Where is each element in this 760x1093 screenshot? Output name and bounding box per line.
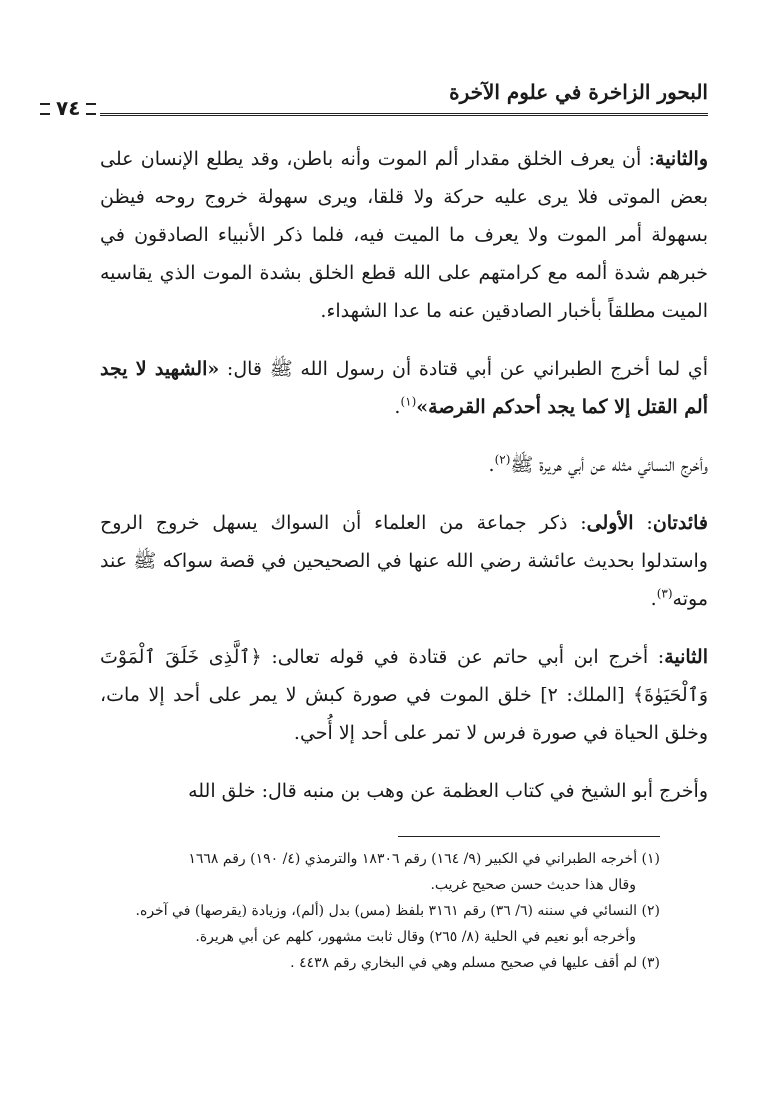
- hadith-quote: «الشهيد لا يجد ألم القتل إلا كما يجد أحدكم القرصة»: [100, 358, 708, 418]
- paragraph-text: : ذكر جماعة من العلماء أن السواك يسهل خروج الروح واستدلوا بحديث عائشة رضي الله عنها في الصحيحين في قصة سواكه ﷺ عند موته: [100, 512, 708, 610]
- paragraph-abu-shaykh: [100, 772, 708, 810]
- paragraph-text: وأخرج النسائي مثله عن أبي هريرة: [533, 454, 708, 476]
- paragraph-text: : أخرج ابن أبي حاتم عن قتادة في قوله تعالى: ﴿ٱلَّذِى خَلَقَ ٱلْمَوْتَ وَٱلْحَيَوٰةَ﴾ [الملك: ٢] خلق الموت في صورة كبش لا يمر على أحد إلا مات، وخلق الحياة في صورة فرس لا تمر على أحد إلا أُحي.: [100, 646, 708, 744]
- paragraph-text: أي لما أخرج الطبراني عن أبي قتادة أن رسول الله ﷺ قال:: [219, 358, 708, 380]
- period: .: [488, 454, 495, 476]
- paragraph-second-benefit: [100, 638, 708, 752]
- footnote-2: (٢) النسائي في سننه (٦/ ٣٦) رقم ٣١٦١ بلفظ (مس) بدل (ألم)، وزيادة (يقرصها) في آخره.: [135, 903, 660, 919]
- page-number: ٧٤: [50, 96, 86, 120]
- footnote-1: (١) أخرجه الطبراني في الكبير (٩/ ١٦٤) رقم ١٨٣٠٦ والترمذي (٤/ ١٩٠) رقم ١٦٦٨: [188, 851, 660, 867]
- book-title: البحور الزاخرة في علوم الآخرة: [449, 80, 708, 104]
- paragraph-label: الثانية: [664, 646, 708, 668]
- main-text: [100, 140, 708, 810]
- period: .: [650, 588, 657, 610]
- honorific-glyph: ﷺ: [510, 454, 534, 476]
- paragraph-label: والثانية: [655, 148, 708, 170]
- footnote-2-continued: وأخرجه أبو نعيم في الحلية (٨/ ٢٦٥) وقال ثابت مشهور، كلهم عن أبي هريرة.: [195, 929, 636, 945]
- paragraph-text: : أن يعرف الخلق مقدار ألم الموت وأنه باطن، وقد يطلع الإنسان على بعض الموتى فلا يرى عليه حركة ولا قلقا، ويرى سهولة خروج روحه فيظن بسهولة أمر الموت ولا يعرف ما الميت فيه، فلما ذكر الأنبياء الصادقون في خبرهم شدة ألمه مع كرامتهم على الله قطع الخلق بشدة الموت الذي يقاسيه الميت مطلقاً بأخبار الصادقين عنه ما عدا الشهداء.: [100, 148, 708, 322]
- header-divider: [100, 113, 708, 116]
- footnote-divider: [398, 836, 660, 837]
- paragraph-two-benefits: فائدتان: الأولى: ذكر جماعة من العلماء أن السواك يسهل خروج الروح واستدلوا بحديث عائشة رضي الله عنها في الصحيحين في قصة سواكه ﷺ عند موته$^{(٣)}$.: [100, 512, 708, 610]
- paragraph-text: وأخرج أبو الشيخ في كتاب العظمة عن وهب بن منبه قال: خلق الله: [188, 780, 708, 802]
- footnote-3: (٣) لم أقف عليها في صحيح مسلم وهي في البخاري رقم ٤٤٣٨ .: [290, 955, 660, 971]
- paragraph-label: فائدتان: [652, 512, 708, 534]
- paragraph-second-reason: [100, 140, 708, 330]
- paragraph-tabarani: [100, 350, 708, 426]
- period: .: [394, 396, 401, 418]
- footnotes: [100, 848, 660, 978]
- footnote-ref-1: (١): [400, 394, 417, 409]
- footnote-1-continued: وقال هذا حديث حسن صحيح غريب.: [430, 877, 636, 893]
- footnote-ref-2: (٢): [494, 452, 511, 467]
- paragraph-sublabel: الأولى: [586, 512, 634, 534]
- paragraph-nasai: [100, 446, 708, 484]
- footnote-ref-3: (٣): [656, 586, 673, 601]
